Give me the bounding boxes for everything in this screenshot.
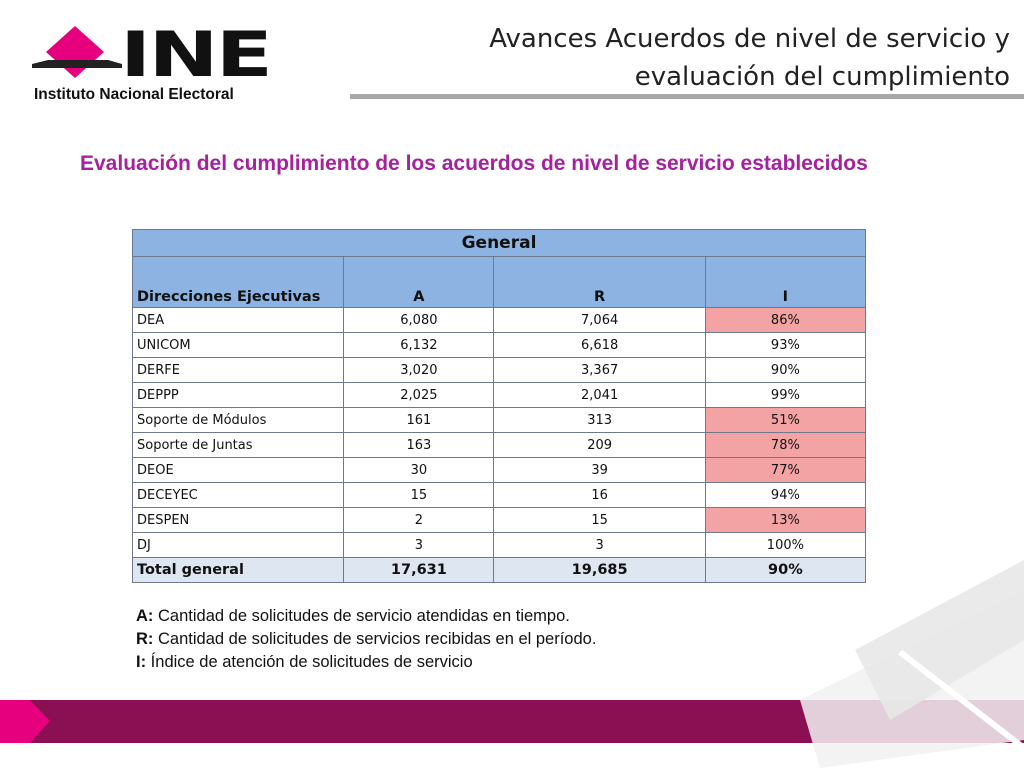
- cell-a: 3,020: [344, 358, 494, 383]
- cell-r: 2,041: [494, 383, 705, 408]
- cell-r: 3,367: [494, 358, 705, 383]
- total-i: 90%: [705, 558, 865, 583]
- legend-item-r: R: Cantidad de solicitudes de servicios recibidas en el período.: [136, 630, 597, 648]
- cell-a: 6,132: [344, 333, 494, 358]
- cell-a: 3: [344, 533, 494, 558]
- total-r: 19,685: [494, 558, 705, 583]
- legend-item-a: A: Cantidad de solicitudes de servicio atendidas en tiempo.: [136, 607, 570, 625]
- cell-i: 100%: [705, 533, 865, 558]
- column-header-r: R: [494, 257, 705, 308]
- cell-r: 209: [494, 433, 705, 458]
- cell-r: 6,618: [494, 333, 705, 358]
- cell-i: 86%: [705, 308, 865, 333]
- column-header-direcciones: Direcciones Ejecutivas: [133, 257, 344, 308]
- cell-direccion: UNICOM: [133, 333, 344, 358]
- section-subtitle: Evaluación del cumplimiento de los acuerdos de nivel de servicio establecidos: [80, 152, 868, 175]
- title-line-2: evaluación del cumplimiento: [634, 62, 1010, 92]
- cell-a: 163: [344, 433, 494, 458]
- total-label: Total general: [133, 558, 344, 583]
- cell-direccion: DESPEN: [133, 508, 344, 533]
- total-a: 17,631: [344, 558, 494, 583]
- cell-i: 77%: [705, 458, 865, 483]
- cell-a: 15: [344, 483, 494, 508]
- cell-a: 6,080: [344, 308, 494, 333]
- column-header-i: I: [705, 257, 865, 308]
- cell-i: 94%: [705, 483, 865, 508]
- cell-direccion: DJ: [133, 533, 344, 558]
- cell-direccion: Soporte de Juntas: [133, 433, 344, 458]
- cell-a: 2: [344, 508, 494, 533]
- cell-r: 15: [494, 508, 705, 533]
- cell-r: 3: [494, 533, 705, 558]
- org-name: Instituto Nacional Electoral: [34, 86, 234, 103]
- cell-direccion: Soporte de Módulos: [133, 408, 344, 433]
- cell-i: 90%: [705, 358, 865, 383]
- legend-item-i: I: Índice de atención de solicitudes de servicio: [136, 653, 473, 671]
- cell-i: 51%: [705, 408, 865, 433]
- cell-a: 30: [344, 458, 494, 483]
- cell-direccion: DECEYEC: [133, 483, 344, 508]
- title-line-1: Avances Acuerdos de nivel de servicio y: [489, 24, 1010, 54]
- cell-a: 161: [344, 408, 494, 433]
- cell-r: 16: [494, 483, 705, 508]
- cell-a: 2,025: [344, 383, 494, 408]
- cell-i: 93%: [705, 333, 865, 358]
- cell-r: 39: [494, 458, 705, 483]
- column-header-a: A: [344, 257, 494, 308]
- cell-i: 99%: [705, 383, 865, 408]
- cell-direccion: DEPPP: [133, 383, 344, 408]
- cell-i: 78%: [705, 433, 865, 458]
- cell-r: 7,064: [494, 308, 705, 333]
- footer-arrow-accent: [0, 700, 50, 743]
- cell-r: 313: [494, 408, 705, 433]
- cell-direccion: DEOE: [133, 458, 344, 483]
- cell-direccion: DEA: [133, 308, 344, 333]
- logo-wordmark: INE: [120, 18, 271, 91]
- cell-direccion: DERFE: [133, 358, 344, 383]
- table-title: General: [133, 230, 866, 257]
- cell-i: 13%: [705, 508, 865, 533]
